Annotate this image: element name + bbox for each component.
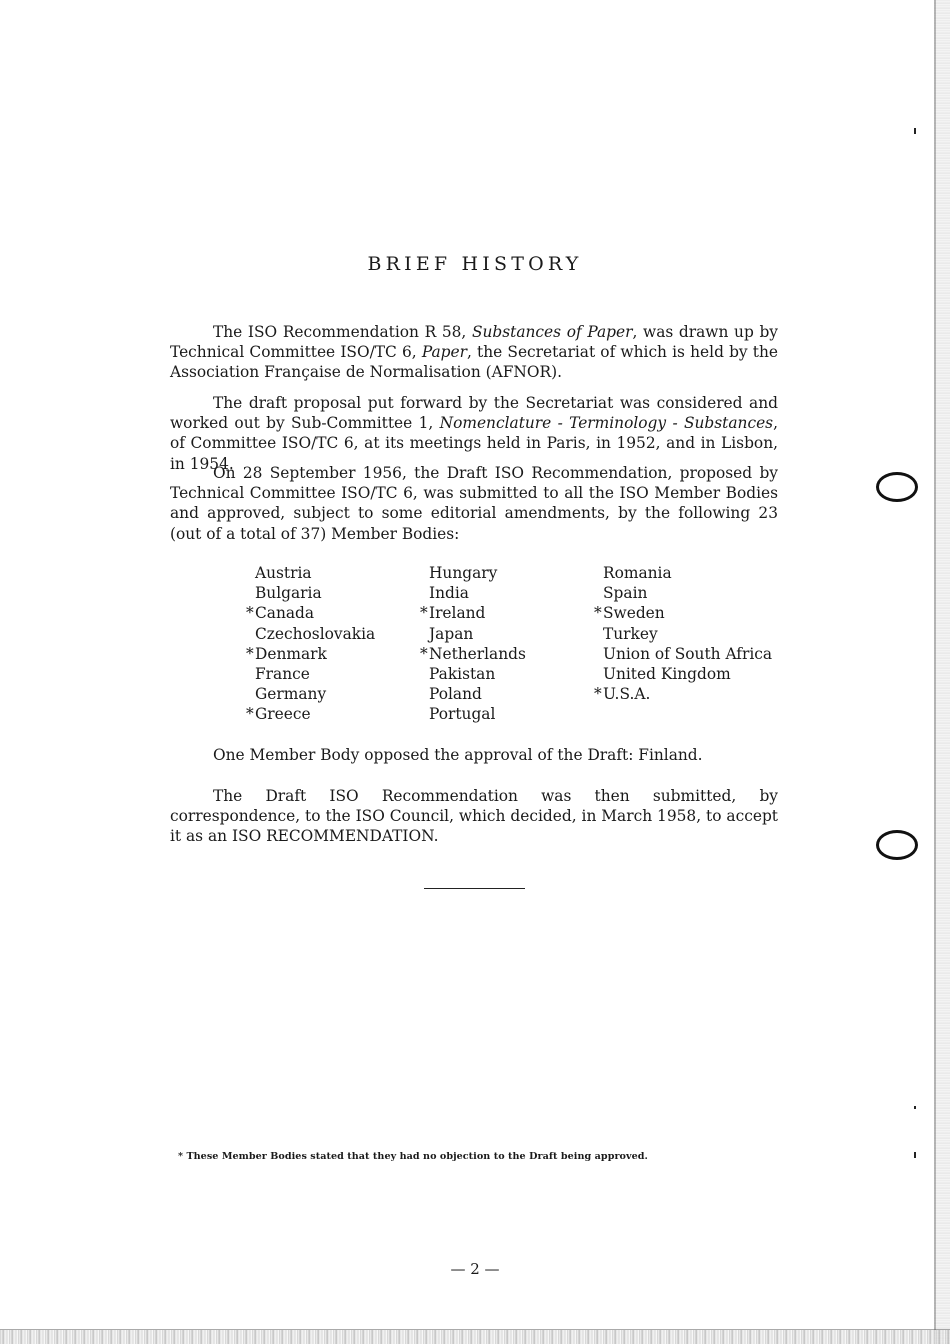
committee-title: Paper	[421, 343, 467, 362]
paragraph-opposition: One Member Body opposed the approval of the Draft: Finland.	[213, 746, 703, 764]
scan-edge-bottom-line	[0, 1329, 950, 1330]
section-divider	[424, 888, 525, 889]
paragraph-text: , of Committee ISO/TC 6, at its meetings held in Paris, in 1952, and in Lisbon, in 1954.	[170, 414, 778, 473]
punch-hole-lower	[876, 830, 918, 860]
member-bodies-list	[0, 563, 950, 728]
member-body: * Greece	[246, 704, 416, 724]
subcommittee-title: Nomenclature - Terminology - Substances	[439, 414, 774, 433]
member-body: * Ireland	[420, 603, 590, 623]
member-body: Bulgaria	[255, 584, 322, 603]
member-body: Portugal	[429, 705, 496, 724]
member-body: * Canada	[246, 603, 416, 623]
scan-speck	[914, 128, 916, 134]
paragraph-text: , the Secretariat of which is held by the Association Française de Normalisation (AFNOR).	[170, 343, 778, 382]
paragraph-text: The draft proposal put forward by the Secretariat was considered and worked out by Sub-Committee 1,	[170, 394, 778, 433]
member-body: Czechoslovakia	[255, 624, 376, 643]
paragraph-text: , was drawn up by Technical Committee ISO/TC 6,	[170, 323, 779, 362]
member-column-3	[594, 563, 794, 704]
paragraph-council-decision: The Draft ISO Recommendation was then submitted, by correspondence, to the ISO Council, which decided, in March 1958, to accept it as an ISO RECOMMENDATION.	[170, 787, 778, 846]
member-body: * Denmark	[246, 644, 416, 664]
paragraph-origin	[170, 322, 778, 383]
member-body: France	[255, 665, 310, 684]
member-body: Poland	[429, 685, 482, 704]
member-body: Romania	[603, 564, 672, 582]
recommendation-title: Substances of Paper	[471, 323, 633, 341]
page-number: — 2 —	[450, 1260, 500, 1278]
footnote: * These Member Bodies stated that they had no objection to the Draft being approved.	[178, 1151, 648, 1162]
member-body: Spain	[603, 584, 648, 603]
member-body: Japan	[429, 624, 474, 643]
member-body: India	[429, 584, 469, 603]
punch-hole-upper	[876, 472, 918, 502]
member-column-2	[420, 563, 590, 725]
member-body: * Netherlands	[420, 644, 590, 664]
member-body: * Sweden	[594, 603, 794, 623]
scan-speck	[914, 1152, 916, 1158]
scan-edge-bottom	[0, 1330, 950, 1344]
member-body: Hungary	[429, 564, 498, 582]
paragraph-draft-proposal	[170, 393, 778, 474]
paragraph-approval: On 28 September 1956, the Draft ISO Recommendation, proposed by Technical Committee ISO/TC 6, was submitted to all the ISO Member Bodies and approved, subject to some editorial amendments, by the following 23 (out of a total of 37) Member Bodies:	[170, 464, 778, 543]
member-body: United Kingdom	[603, 665, 731, 684]
page-title: BRIEF HISTORY	[367, 252, 583, 275]
member-body: Pakistan	[429, 665, 496, 684]
member-body: Germany	[255, 685, 327, 704]
paragraph-text: The ISO Recommendation R 58,	[213, 323, 472, 341]
member-column-1	[246, 563, 416, 725]
scan-speck	[914, 1106, 916, 1109]
member-body: * U.S.A.	[594, 684, 794, 704]
member-body: Turkey	[603, 624, 658, 643]
member-body: Austria	[255, 564, 312, 582]
member-body: Union of South Africa	[603, 644, 773, 663]
